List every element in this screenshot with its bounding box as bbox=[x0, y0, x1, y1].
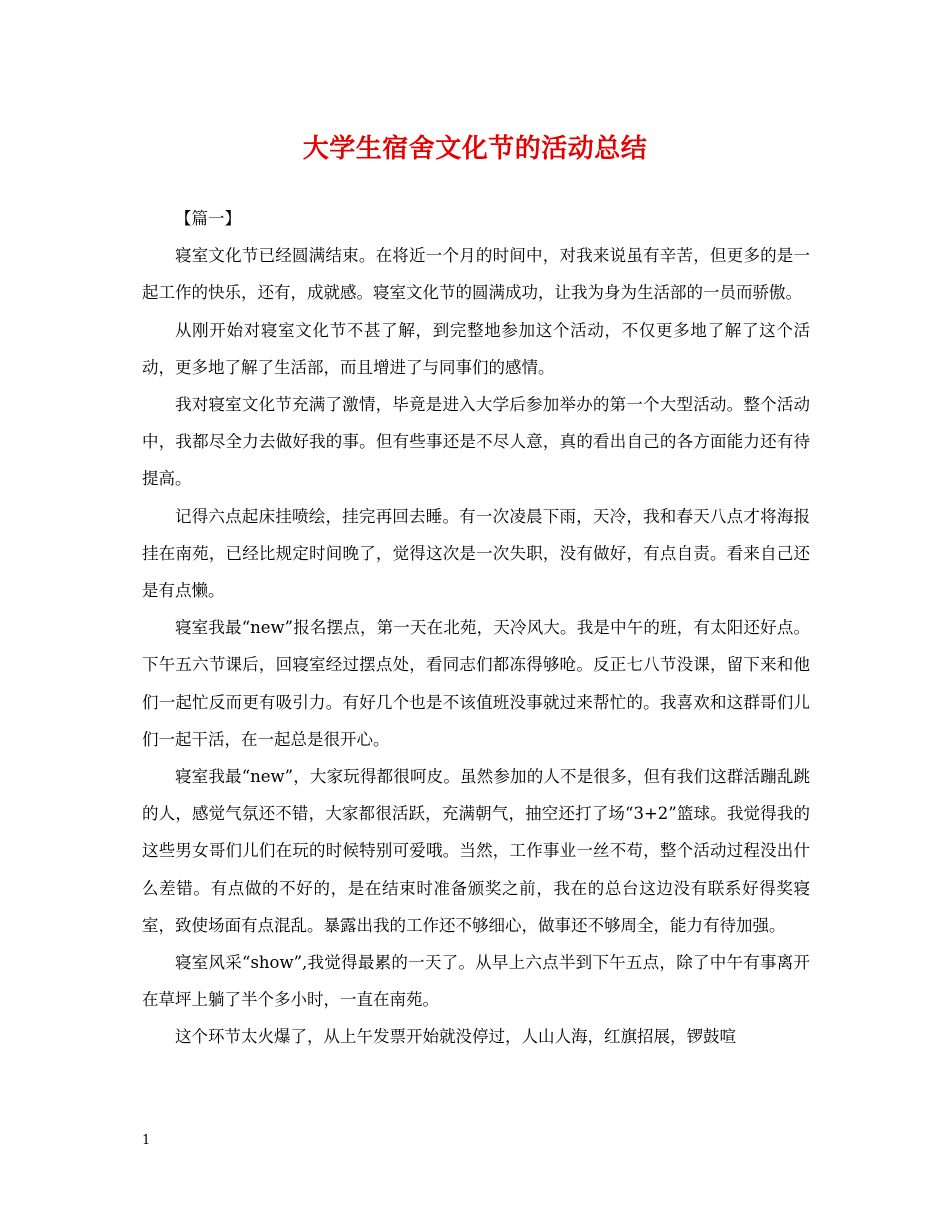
page-number: 1 bbox=[142, 1133, 151, 1148]
section-label: 【篇一】 bbox=[175, 209, 241, 228]
paragraph: 寝室文化节已经圆满结束。在将近一个月的时间中，对我来说虽有辛苦，但更多的是一起工作的快乐，还有，成就感。寝室文化节的圆满成功，让我为身为生活部的一员而骄傲。 bbox=[142, 246, 810, 303]
document-body bbox=[142, 200, 810, 1056]
paragraph: 这个环节太火爆了，从上午发票开始就没停过，人山人海，红旗招展，锣鼓喧 bbox=[175, 1027, 736, 1047]
paragraph: 从刚开始对寝室文化节不甚了解，到完整地参加这个活动，不仅更多地了解了这个活动，更多地了解了生活部，而且增进了与同事们的感情。 bbox=[142, 320, 810, 377]
paragraph: 记得六点起床挂喷绘，挂完再回去睡。有一次凌晨下雨，天冷，我和春天八点才将海报挂在南苑，已经比规定时间晚了，觉得这次是一次失职，没有做好，有点自责。看来自己还是有点懒。 bbox=[142, 506, 810, 601]
document-title: 大学生宿舍文化节的活动总结 bbox=[302, 134, 648, 164]
paragraph: 寝室我最“new”，大家玩得都很呵皮。虽然参加的人不是很多，但有我们这群活蹦乱跳的人，感觉气氛还不错，大家都很活跃，充满朝气，抽空还打了场“3+2”篮球。我觉得我的这些男女哥们儿们在玩的时候特别可爱哦。当然，工作事业一丝不苟，整个活动过程没出什么差错。有点做的不好的，是在结束时准备颁奖之前，我在的总台这边没有联系好得奖寝室，致使场面有点混乱。暴露出我的工作还不够细心，做事还不够周全，能力有待加强。 bbox=[142, 767, 810, 935]
paragraph: 寝室风采“show”,我觉得最累的一天了。从早上六点半到下午五点，除了中午有事离开在草坪上躺了半个多小时，一直在南苑。 bbox=[142, 953, 810, 1010]
paragraph: 我对寝室文化节充满了激情，毕竟是进入大学后参加举办的第一个大型活动。整个活动中，我都尽全力去做好我的事。但有些事还是不尽人意，真的看出自己的各方面能力还有待提高。 bbox=[142, 395, 810, 489]
paragraph: 寝室我最“new”报名摆点，第一天在北苑，天冷风大。我是中午的班，有太阳还好点。下午五六节课后，回寝室经过摆点处，看同志们都冻得够呛。反正七八节没课，留下来和他们一起忙反而更有吸引力。有好几个也是不该值班没事就过来帮忙的。我喜欢和这群哥们儿们一起干活，在一起总是很开心。 bbox=[142, 618, 810, 749]
